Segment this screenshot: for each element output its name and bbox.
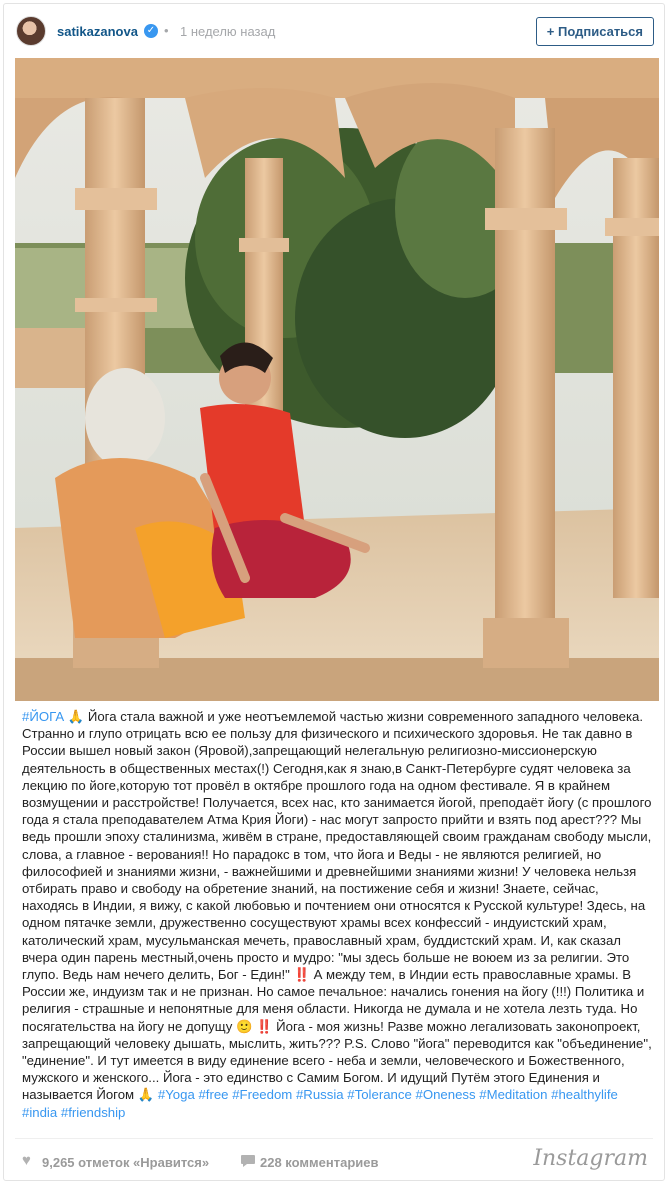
hashtag-link[interactable]: #friendship — [60, 1104, 126, 1120]
comments-count[interactable]: 228 комментариев — [260, 1155, 379, 1170]
follow-button[interactable]: + Подписаться — [536, 17, 654, 46]
separator-dot: • — [164, 23, 169, 38]
heart-icon[interactable]: ♥ — [22, 1152, 31, 1169]
verified-check-icon: ✓ — [144, 24, 158, 38]
post-time-link[interactable]: 1 неделю назад — [180, 24, 276, 39]
instagram-logo[interactable]: Instagram — [533, 1146, 648, 1171]
hashtag-link[interactable]: #Meditation — [479, 1087, 548, 1103]
hashtag-link[interactable]: #Oneness — [415, 1087, 476, 1103]
likes-count[interactable]: 9,265 отметок «Нравится» — [42, 1155, 210, 1170]
hashtag-link[interactable]: #ЙОГА — [22, 709, 65, 724]
hashtag-link[interactable]: #india — [22, 1104, 58, 1120]
hashtag-link[interactable]: #Tolerance — [347, 1087, 412, 1103]
post-caption — [22, 708, 652, 1121]
comment-bubble-icon[interactable] — [240, 1154, 256, 1168]
hashtag-link[interactable]: #healthylife — [551, 1087, 618, 1103]
hashtag-link[interactable]: #Yoga — [157, 1087, 195, 1103]
post-header — [4, 4, 664, 58]
avatar[interactable] — [16, 16, 46, 46]
hashtag-link[interactable]: #free — [198, 1087, 229, 1103]
footer-divider — [15, 1138, 653, 1139]
hashtag-link[interactable]: #Freedom — [232, 1087, 293, 1103]
hashtag-link[interactable]: #Russia — [295, 1087, 344, 1103]
post-footer — [4, 1144, 664, 1180]
post-photo[interactable] — [15, 58, 659, 701]
post-card — [3, 3, 665, 1181]
username-link[interactable]: satikazanova — [57, 24, 138, 39]
caption-text: 🙏 Йога стала важной и уже неотъемлемой частью жизни современного западного человека. Странно и глупо отрицать всю ее пользу для физического и психического здоровья. Не так давно в России вышел новый закон (Яровой),запрещающий нелегальную религиозно-миссионерскую деятельность в общественных местах(!) Сегодня,как я знаю,в Санкт-Петербурге судят человека за лекцию по йоге,которую тот провёл в октябре прошлого года на одном фестивале. Я в крайнем возмущении и расстройстве! Получается, всех нас, кто занимается йогой, преподаёт йогу (с прошлого года я стала преподавателем Атма Крия Йоги) - нас могут запросто прийти и взять под арест??? Мы ведь прошли эпоху сталинизма, живём в стране, предоставляющей своим гражданам свободу мысли, слова, а главное - верования!! Но парадокс в том, что йога и Веды - не являются религией, но философией и знаниями жизни, - важнейшими и древнейшими знаниями жизни! У человека нельзя отбирать право и свободу на обретение знаний, на постижение себя и жизни! Знаете, сейчас, находясь в Индии, я вижу, с какой любовью и почтением они относятся к Русской культуре! Здесь, на одном пятачке земли, дружественно сосуществуют храмы всех конфессий - индуистский храм, католический храм, мусульманская мечеть, православный храм, буддистский храм. И, как сказал вчера один парень местный,очень просто и мудро: "мы здесь больше не воюем из за религии. Это глупо. Ведь нам нечего делить, Бог - Един!" ‼️ А между тем, в Индии есть православные храмы. В России же, индуизм так и не признан. Но самое печальное: начались гонения на йогу (!!!) Политика и религия - страшные и непонятные для меня области. Никогда не думала и не хотела лезть туда. Но посягательства на йогу не допущу 🙂 ‼️ Йога - моя жизнь! Разве можно легализовать законопроект, запрещающий человеку дышать, мыслить, жить??? P.S. Слово "йога" переводится как "объединение", "единение". И тут имеется в виду единение всего - неба и земли, человеческого и Божественного, мужского и женского... Йога - это единство с Самим Богом. И идущий Путём этого Единения и называется Йогом 🙏 — [22, 709, 652, 1103]
